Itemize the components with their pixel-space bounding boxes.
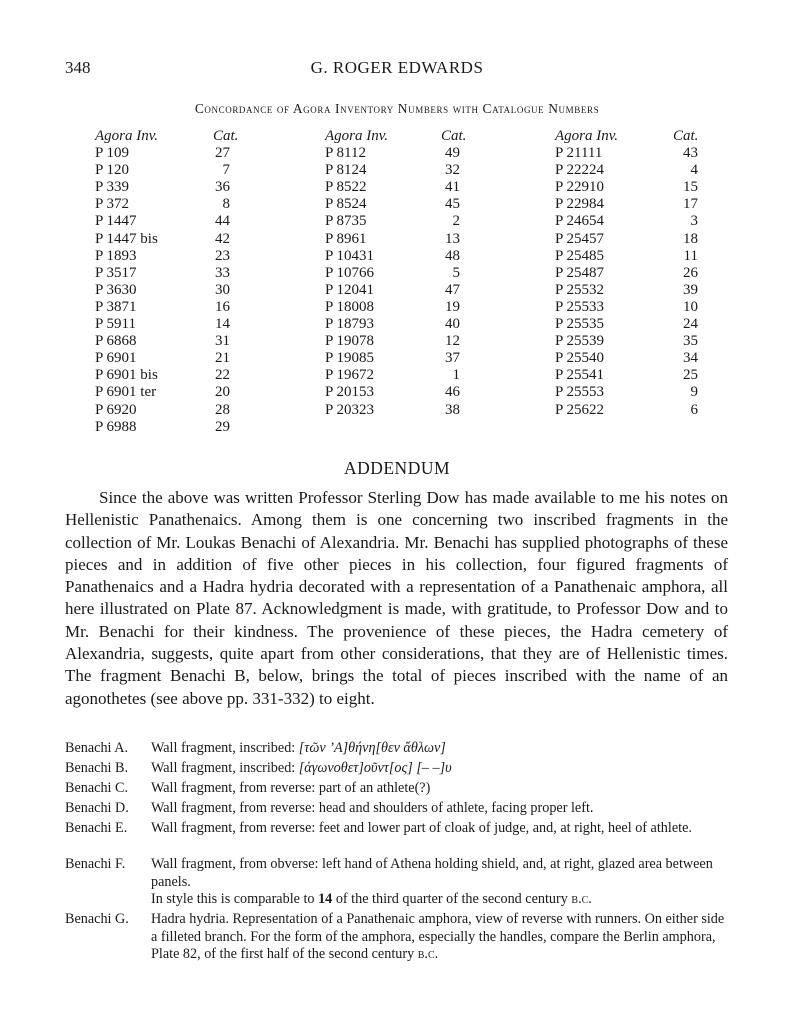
inventory-number: P 25535 [555, 316, 605, 333]
greek-inscription: [τῶν ’Α]θήνη[θεν ἄθλων] [298, 740, 446, 756]
catalogue-number: 2 [452, 213, 460, 230]
catalogue-entry-e [65, 820, 728, 838]
inventory-number: P 25539 [555, 333, 605, 350]
catalogue-number: 30 [215, 281, 230, 298]
concordance-row [555, 179, 700, 196]
concordance-row [95, 333, 235, 350]
inventory-number: P 372 [95, 196, 130, 213]
catalogue-number: 34 [683, 350, 698, 367]
inventory-number: P 6988 [95, 418, 137, 435]
concordance-row [325, 350, 465, 367]
catalogue-number: 14 [215, 316, 230, 333]
inventory-number: P 1447 bis [95, 230, 158, 247]
concordance-row [325, 231, 465, 248]
entry-label: Benachi F. [65, 856, 126, 872]
inventory-number: P 8735 [325, 213, 367, 230]
catalogue-number: 47 [445, 281, 460, 298]
concordance-row [555, 350, 700, 367]
inventory-number: P 25622 [555, 401, 605, 418]
page-number: 348 [65, 58, 91, 77]
inventory-number: P 25541 [555, 367, 605, 384]
inventory-number: P 10431 [325, 247, 375, 264]
concordance-row [555, 145, 700, 162]
concordance-row [95, 179, 235, 196]
catalogue-number: 26 [683, 264, 698, 281]
catalogue-number: 5 [452, 264, 460, 281]
catalogue-number: 1 [452, 367, 460, 384]
concordance-row [325, 402, 465, 419]
catalogue-number: 46 [445, 384, 460, 401]
entry-label: Benachi D. [65, 800, 129, 816]
concordance-row [555, 367, 700, 384]
inventory-number: P 8124 [325, 162, 367, 179]
inventory-number: P 6901 bis [95, 367, 158, 384]
concordance-row [325, 282, 465, 299]
concordance-row [555, 162, 700, 179]
entry-note: In style this is comparable to 14 of the third quarter of the second century b.c. [151, 891, 592, 907]
concordance-row [95, 384, 235, 401]
concordance-row [555, 384, 700, 401]
agora-inv-header: Agora Inv. [95, 128, 159, 144]
inventory-number: P 1447 [95, 213, 137, 230]
concordance-row [325, 179, 465, 196]
catalogue-number: 37 [445, 350, 460, 367]
concordance-row [95, 265, 235, 282]
entry-label: Benachi B. [65, 760, 129, 776]
concordance-row [555, 402, 700, 419]
inventory-number: P 25485 [555, 247, 605, 264]
catalogue-number: 19 [445, 298, 460, 315]
catalogue-number: 32 [445, 162, 460, 179]
concordance-row [555, 213, 700, 230]
inventory-number: P 18008 [325, 298, 375, 315]
inventory-number: P 18793 [325, 316, 375, 333]
catalogue-number: 45 [445, 196, 460, 213]
catalogue-entry-b [65, 760, 728, 778]
entry-text: Wall fragment, from reverse: part of an athlete(?) [151, 780, 431, 796]
inventory-number: P 6901 ter [95, 384, 157, 401]
catalogue-number: 10 [683, 298, 698, 315]
catalogue-number: 33 [215, 264, 230, 281]
inventory-number: P 20153 [325, 384, 375, 401]
inventory-number: P 22910 [555, 179, 605, 196]
catalogue-number: 23 [215, 247, 230, 264]
inventory-number: P 339 [95, 179, 130, 196]
cat-header: Cat. [673, 128, 699, 144]
concordance-row [325, 299, 465, 316]
catalogue-number: 3 [690, 213, 698, 230]
inventory-number: P 8961 [325, 230, 367, 247]
cat-header: Cat. [441, 128, 467, 144]
entry-text: Wall fragment, inscribed: [151, 760, 296, 776]
concordance-row [95, 162, 235, 179]
concordance-row [325, 333, 465, 350]
concordance-column-2 [325, 128, 465, 419]
inventory-number: P 22224 [555, 162, 605, 179]
inventory-number: P 20323 [325, 401, 375, 418]
inventory-number: P 22984 [555, 196, 605, 213]
entry-text: Hadra hydria. Representation of a Panathenaic amphora, view of reverse with runners. On either side a filleted branch. For the form of the amphora, especially the handles, compare the Berlin amphora, Plate 82, of the first half of the second century [151, 911, 725, 962]
inventory-number: P 10766 [325, 264, 375, 281]
catalogue-number: 11 [683, 247, 698, 264]
inventory-number: P 8112 [325, 145, 366, 162]
inventory-number: P 8524 [325, 196, 367, 213]
inventory-number: P 24654 [555, 213, 605, 230]
concordance-row [555, 333, 700, 350]
catalogue-entry-d [65, 800, 728, 818]
addendum-title: ADDENDUM [343, 458, 451, 478]
inventory-number: P 25533 [555, 298, 605, 315]
concordance-row [555, 299, 700, 316]
catalogue-number: 4 [690, 162, 698, 179]
concordance-row [95, 196, 235, 213]
catalogue-number: 43 [683, 145, 698, 162]
cat-header: Cat. [213, 128, 239, 144]
entry-label: Benachi C. [65, 780, 129, 796]
agora-inv-header: Agora Inv. [325, 128, 389, 144]
inventory-number: P 19672 [325, 367, 375, 384]
greek-inscription: [ἀγωνοθετ]οῦντ[ος] [– –]υ [298, 760, 452, 776]
concordance-row [95, 350, 235, 367]
concordance-row [555, 196, 700, 213]
entry-text: Wall fragment, from reverse: feet and lower part of cloak of judge, and, at right, heel of athlete. [151, 820, 692, 836]
catalogue-number: 39 [683, 281, 698, 298]
inventory-number: P 25487 [555, 264, 605, 281]
inventory-number: P 8522 [325, 179, 367, 196]
catalogue-number: 48 [445, 247, 460, 264]
concordance-row [325, 196, 465, 213]
inventory-number: P 12041 [325, 281, 375, 298]
concordance-row [95, 299, 235, 316]
entry-label: Benachi E. [65, 820, 128, 836]
concordance-row [325, 248, 465, 265]
catalogue-number: 18 [683, 230, 698, 247]
inventory-number: P 25532 [555, 281, 605, 298]
concordance-row [95, 213, 235, 230]
catalogue-number: 20 [215, 384, 230, 401]
catalogue-number: 16 [215, 298, 230, 315]
addendum-paragraph: Since the above was written Professor Sterling Dow has made available to me his notes on Hellenistic Panathenaics. Among them is one concerning two inscribed fragments in the collection of Mr. Loukas Benachi of Alexandria. Mr. Benachi has supplied photographs of these pieces and in addition of five other pieces in his collection, four figured fragments of Panathenaics and a Hadra hydria decorated with a representation of a Panathenaic amphora, all here illustrated on Plate 87. Acknowledgment is made, with gratitude, to Professor Dow and to Mr. Benachi for their kindness. The provenience of these pieces, the Hadra cemetery of Alexandria, suggests, quite apart from other considerations, that they are of Hellenistic times. The fragment Benachi B, below, brings the total of pieces inscribed with the name of an agonothetes (see above pp. 331-332) to eight. [65, 488, 728, 708]
column-header [555, 128, 700, 145]
concordance-row [95, 231, 235, 248]
catalogue-number: 49 [445, 145, 460, 162]
catalogue-number: 8 [222, 196, 230, 213]
column-header [95, 128, 239, 145]
inventory-number: P 6920 [95, 401, 137, 418]
catalogue-number: 7 [222, 162, 230, 179]
entry-text: Wall fragment, inscribed: [151, 740, 296, 756]
catalogue-number: 24 [683, 316, 698, 333]
concordance-column-1 [95, 128, 239, 436]
inventory-number: P 6901 [95, 350, 137, 367]
concordance-row [325, 162, 465, 179]
catalogue-number: 13 [445, 230, 460, 247]
inventory-number: P 5911 [95, 316, 136, 333]
concordance-row [325, 145, 465, 162]
inventory-number: P 1893 [95, 247, 137, 264]
catalogue-number: 6 [690, 401, 698, 418]
catalogue-entry-g [65, 911, 728, 964]
inventory-number: P 3871 [95, 298, 137, 315]
concordance-row [325, 316, 465, 333]
inventory-number: P 3517 [95, 264, 137, 281]
catalogue-number: 21 [215, 350, 230, 367]
catalogue-number: 36 [215, 179, 230, 196]
concordance-row [555, 282, 700, 299]
concordance-row [95, 282, 235, 299]
inventory-number: P 3630 [95, 281, 137, 298]
inventory-number: P 25553 [555, 384, 605, 401]
catalogue-number: 44 [215, 213, 230, 230]
catalogue-number: 38 [445, 401, 460, 418]
concordance-row [555, 265, 700, 282]
inventory-number: P 25457 [555, 230, 605, 247]
catalogue-number: 40 [445, 316, 460, 333]
catalogue-number: 9 [690, 384, 698, 401]
inventory-number: P 19085 [325, 350, 375, 367]
concordance-row [325, 384, 465, 401]
catalogue-number: 42 [215, 230, 230, 247]
entry-label: Benachi A. [65, 740, 129, 756]
catalogue-number: 14 [318, 891, 333, 907]
entry-text: Wall fragment, from reverse: head and shoulders of athlete, facing proper left. [151, 800, 594, 816]
concordance-row [325, 367, 465, 384]
concordance-title: Concordance of Agora Inventory Numbers with Catalogue Numbers [194, 101, 600, 116]
catalogue-number: 29 [215, 418, 230, 435]
catalogue-number: 31 [215, 333, 230, 350]
catalogue-number: 22 [215, 367, 230, 384]
running-head: G. ROGER EDWARDS [310, 58, 484, 77]
concordance-row [95, 248, 235, 265]
concordance-row [555, 316, 700, 333]
inventory-number: P 25540 [555, 350, 605, 367]
catalogue-number: 25 [683, 367, 698, 384]
concordance-row [555, 248, 700, 265]
concordance-row [95, 367, 235, 384]
column-header [325, 128, 465, 145]
agora-inv-header: Agora Inv. [555, 128, 619, 144]
inventory-number: P 21111 [555, 145, 603, 162]
catalogue-number: 17 [683, 196, 698, 213]
concordance-row [555, 231, 700, 248]
concordance-row [325, 265, 465, 282]
inventory-number: P 120 [95, 162, 130, 179]
catalogue-entry-c [65, 780, 728, 798]
catalogue-number: 41 [445, 179, 460, 196]
inventory-number: P 109 [95, 145, 130, 162]
inventory-number: P 19078 [325, 333, 375, 350]
era: b.c. [417, 946, 439, 962]
catalogue-number: 28 [215, 401, 230, 418]
concordance-column-3 [555, 128, 700, 419]
catalogue-entry-a [65, 740, 728, 758]
inventory-number: P 6868 [95, 333, 137, 350]
catalogue-number: 35 [683, 333, 698, 350]
concordance-row [325, 213, 465, 230]
concordance-row [95, 316, 235, 333]
catalogue-number: 27 [215, 145, 230, 162]
concordance-row [95, 145, 235, 162]
entry-label: Benachi G. [65, 911, 129, 927]
catalogue-entry-f [65, 856, 728, 909]
catalogue-number: 12 [445, 333, 460, 350]
concordance-row [95, 402, 235, 419]
catalogue-number: 15 [683, 179, 698, 196]
entry-text: Wall fragment, from obverse: left hand of Athena holding shield, and, at right, glazed area between panels. [151, 856, 713, 890]
concordance-row [95, 419, 235, 436]
